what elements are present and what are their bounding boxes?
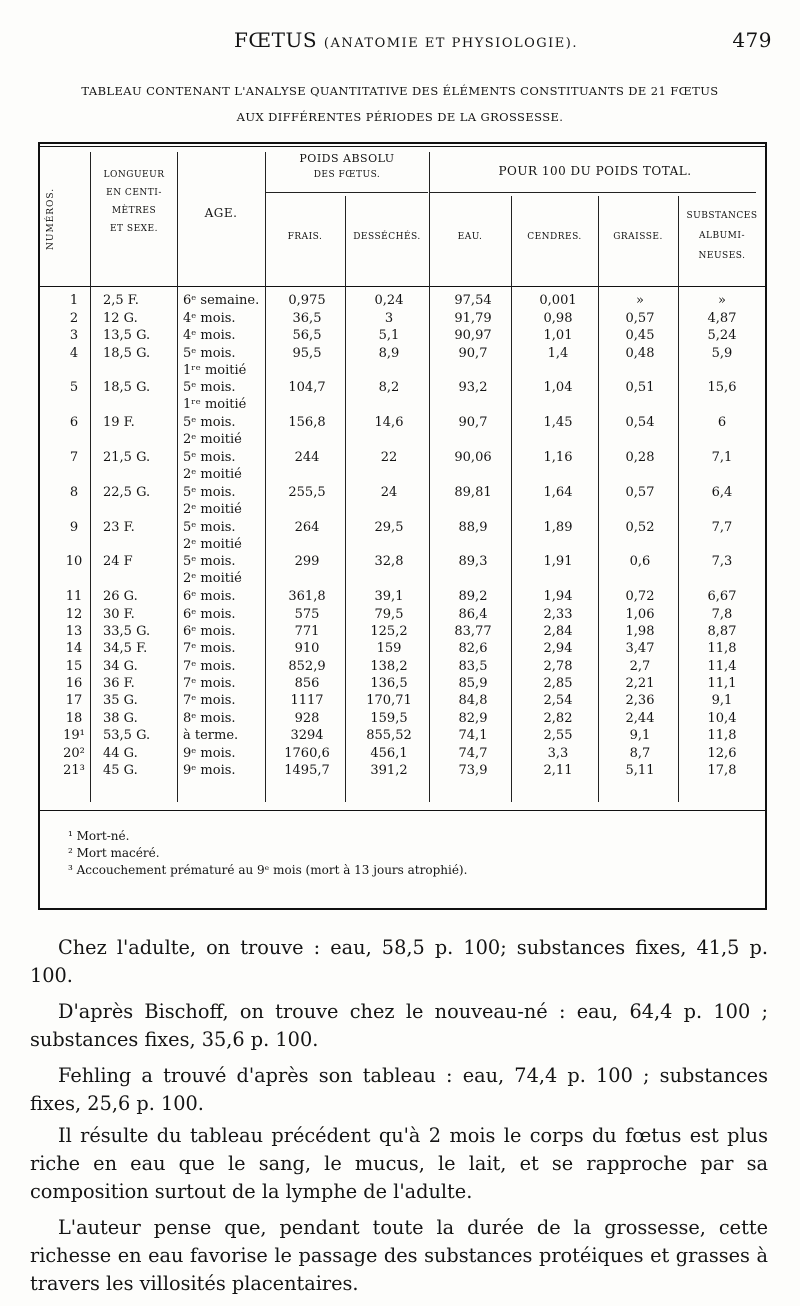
water-pct-cell: 73,9 <box>458 763 488 779</box>
fresh-weight-cell: 928 <box>294 710 320 726</box>
age-cell: à terme. <box>183 728 239 744</box>
table-body <box>40 292 765 779</box>
albumin-pct-cell: 7,7 <box>711 519 733 535</box>
table-row <box>40 570 765 605</box>
water-pct-cell: 89,2 <box>458 589 488 605</box>
row-number-cell: 8 <box>69 484 79 500</box>
table-caption <box>30 78 770 130</box>
water-pct-cell: 86,4 <box>458 606 488 622</box>
age-cell: 7ᵉ mois. <box>183 693 236 709</box>
header-numeros: NUMÉROS. <box>46 187 56 251</box>
albumin-pct-cell: 10,4 <box>707 710 737 726</box>
fat-pct-cell: » <box>636 293 644 309</box>
fresh-weight-cell: 1495,7 <box>284 763 330 779</box>
fat-pct-cell: 2,36 <box>625 693 655 709</box>
age-cell: 9ᵉ mois. <box>183 763 236 779</box>
age-cell: 9ᵉ mois. <box>183 745 236 761</box>
age-cell: 5ᵉ mois. <box>183 484 236 500</box>
pour100-underline <box>430 192 756 193</box>
paragraph: Fehling a trouvé d'après son tableau : eau, 74,4 p. 100 ; substances fixes, 25,6 p. 100. <box>30 1064 768 1115</box>
paragraph: L'auteur pense que, pendant toute la durée de la grossesse, cette richesse en eau favorise le passage des substances protéiques et grasses à travers les villosités placentaires. <box>30 1216 768 1295</box>
water-pct-cell: 74,1 <box>458 728 488 744</box>
dried-weight-cell: 170,71 <box>366 693 412 709</box>
header-bottom-rule <box>40 286 765 287</box>
age-cell: 4ᵉ mois. <box>183 310 236 326</box>
ash-pct-cell: 1,94 <box>543 589 573 605</box>
row-number-cell: 11 <box>65 589 83 605</box>
header-pour-100: POUR 100 DU POIDS TOTAL. <box>498 164 692 178</box>
fresh-weight-cell: 95,5 <box>292 345 322 361</box>
row-number-cell: 15 <box>65 658 83 674</box>
age-cell: 5ᵉ mois. <box>183 519 236 535</box>
ash-pct-cell: 2,33 <box>543 606 573 622</box>
albumin-pct-cell: 11,4 <box>707 658 737 674</box>
fat-pct-cell: 2,44 <box>625 710 655 726</box>
table-row <box>40 466 765 501</box>
fresh-weight-cell: 56,5 <box>292 328 322 344</box>
age-cell: 5ᵉ mois. <box>183 345 236 361</box>
fat-pct-cell: 0,45 <box>625 328 655 344</box>
age-note: 2ᵉ moitié <box>183 432 242 448</box>
dried-weight-cell: 39,1 <box>374 589 404 605</box>
water-pct-cell: 74,7 <box>458 745 488 761</box>
fresh-weight-cell: 1117 <box>290 693 324 709</box>
row-number-cell: 16 <box>65 676 83 692</box>
dried-weight-cell: 29,5 <box>374 519 404 535</box>
albumin-pct-cell: 5,24 <box>707 328 737 344</box>
row-number-cell: 1 <box>69 293 79 309</box>
length-sex-cell: 18,5 G. <box>103 380 151 396</box>
age-note: 2ᵉ moitié <box>183 501 242 517</box>
age-note: 1ʳᵉ moitié <box>183 397 247 413</box>
title: FŒTUS <box>234 28 318 52</box>
subtitle: (ANATOMIE ET PHYSIOLOGIE). <box>323 36 578 51</box>
data-table <box>38 142 767 910</box>
water-pct-cell: 83,5 <box>458 658 488 674</box>
row-number-cell: 9 <box>69 519 79 535</box>
water-pct-cell: 82,6 <box>458 641 488 657</box>
fat-pct-cell: 1,98 <box>625 623 655 639</box>
dried-weight-cell: 8,9 <box>378 345 400 361</box>
albumin-pct-cell: 12,6 <box>707 745 737 761</box>
row-number-cell: 17 <box>65 693 83 709</box>
header-desseches: DESSÉCHÉS. <box>353 232 421 242</box>
fat-pct-cell: 0,57 <box>625 310 655 326</box>
row-number-cell: 12 <box>65 606 83 622</box>
header-eau: EAU. <box>457 232 483 242</box>
table-row <box>40 431 765 466</box>
age-note: 2ᵉ moitié <box>183 571 242 587</box>
age-cell: 5ᵉ mois. <box>183 380 236 396</box>
water-pct-cell: 89,81 <box>454 484 492 500</box>
length-sex-cell: 19 F. <box>103 415 135 431</box>
header-poids-absolu: POIDS ABSOLU DES FŒTUS. <box>299 152 395 180</box>
ash-pct-cell: 0,98 <box>543 310 573 326</box>
row-number-cell: 19¹ <box>63 728 85 744</box>
row-number-cell: 7 <box>69 449 79 465</box>
dried-weight-cell: 855,52 <box>366 728 412 744</box>
dried-weight-cell: 22 <box>380 449 398 465</box>
ash-pct-cell: 2,94 <box>543 641 573 657</box>
table-row <box>40 623 765 640</box>
length-sex-cell: 18,5 G. <box>103 345 151 361</box>
albumin-pct-cell: 5,9 <box>711 345 733 361</box>
albumin-pct-cell: 9,1 <box>711 693 733 709</box>
water-pct-cell: 90,7 <box>458 345 488 361</box>
age-note: 2ᵉ moitié <box>183 536 242 552</box>
table-row <box>40 327 765 344</box>
dried-weight-cell: 138,2 <box>370 658 408 674</box>
header-age: AGE. <box>204 206 238 220</box>
length-sex-cell: 12 G. <box>103 310 138 326</box>
fat-pct-cell: 2,21 <box>625 676 655 692</box>
fat-pct-cell: 8,7 <box>629 745 651 761</box>
dried-weight-cell: 125,2 <box>370 623 408 639</box>
running-head-title <box>40 28 772 52</box>
length-sex-cell: 21,5 G. <box>103 449 151 465</box>
age-cell: 7ᵉ mois. <box>183 641 236 657</box>
age-cell: 7ᵉ mois. <box>183 658 236 674</box>
length-sex-cell: 30 F. <box>103 606 135 622</box>
table-row <box>40 640 765 657</box>
water-pct-cell: 90,06 <box>454 449 492 465</box>
dried-weight-cell: 8,2 <box>378 380 400 396</box>
table-row <box>40 657 765 674</box>
age-cell: 5ᵉ mois. <box>183 415 236 431</box>
header-frais: FRAIS. <box>287 232 323 242</box>
water-pct-cell: 90,97 <box>454 328 492 344</box>
albumin-pct-cell: 11,8 <box>707 728 737 744</box>
table-row <box>40 344 765 361</box>
fresh-weight-cell: 1760,6 <box>284 745 330 761</box>
footnote: ³ Accouchement prématuré au 9ᵉ mois (mort à 13 jours atrophié). <box>68 863 468 877</box>
fat-pct-cell: 0,48 <box>625 345 655 361</box>
length-sex-cell: 36 F. <box>103 676 135 692</box>
footnotes <box>68 828 467 879</box>
fresh-weight-cell: 575 <box>294 606 320 622</box>
albumin-pct-cell: 6 <box>717 415 727 431</box>
ash-pct-cell: 2,85 <box>543 676 573 692</box>
ash-pct-cell: 1,64 <box>543 484 573 500</box>
dried-weight-cell: 79,5 <box>374 606 404 622</box>
water-pct-cell: 91,79 <box>454 310 492 326</box>
fresh-weight-cell: 299 <box>294 554 320 570</box>
ash-pct-cell: 1,16 <box>543 449 573 465</box>
fresh-weight-cell: 856 <box>294 676 320 692</box>
length-sex-cell: 23 F. <box>103 519 135 535</box>
dried-weight-cell: 136,5 <box>370 676 408 692</box>
row-number-cell: 21³ <box>63 763 85 779</box>
length-sex-cell: 2,5 F. <box>103 293 139 309</box>
dried-weight-cell: 5,1 <box>378 328 400 344</box>
table-row <box>40 396 765 431</box>
water-pct-cell: 97,54 <box>454 293 492 309</box>
dried-weight-cell: 456,1 <box>370 745 408 761</box>
table-row <box>40 501 765 536</box>
albumin-pct-cell: 6,67 <box>707 589 737 605</box>
table-row <box>40 362 765 397</box>
fresh-weight-cell: 3294 <box>290 728 324 744</box>
dried-weight-cell: 3 <box>384 310 394 326</box>
fresh-weight-cell: 156,8 <box>288 415 326 431</box>
table-row <box>40 605 765 622</box>
water-pct-cell: 84,8 <box>458 693 488 709</box>
page-number: 479 <box>732 28 772 52</box>
age-cell: 6ᵉ mois. <box>183 623 236 639</box>
caption-line-2: AUX DIFFÉRENTES PÉRIODES DE LA GROSSESSE. <box>236 110 564 124</box>
fat-pct-cell: 0,52 <box>625 519 655 535</box>
ash-pct-cell: 2,54 <box>543 693 573 709</box>
fat-pct-cell: 5,11 <box>625 763 655 779</box>
age-cell: 6ᵉ mois. <box>183 606 236 622</box>
water-pct-cell: 93,2 <box>458 380 488 396</box>
ash-pct-cell: 1,01 <box>543 328 573 344</box>
ash-pct-cell: 0,001 <box>539 293 577 309</box>
ash-pct-cell: 1,91 <box>543 554 573 570</box>
length-sex-cell: 13,5 G. <box>103 328 151 344</box>
poids-underline <box>266 192 428 193</box>
length-sex-cell: 44 G. <box>103 745 138 761</box>
row-number-cell: 2 <box>69 310 79 326</box>
age-cell: 4ᵉ mois. <box>183 328 236 344</box>
paragraph: Il résulte du tableau précédent qu'à 2 mois le corps du fœtus est plus riche en eau que le sang, le mucus, le lait, et se rapproche par sa composition surtout de la lymphe de l'adulte. <box>30 1124 768 1203</box>
row-number-cell: 6 <box>69 415 79 431</box>
age-cell: 6ᵉ mois. <box>183 589 236 605</box>
albumin-pct-cell: 8,87 <box>707 623 737 639</box>
albumin-pct-cell: 4,87 <box>707 310 737 326</box>
header-longueur: LONGUEUR EN CENTI- MÈTRES ET SEXE. <box>103 170 165 234</box>
paragraph: Chez l'adulte, on trouve : eau, 58,5 p. 100; substances fixes, 41,5 p. 100. <box>30 936 768 987</box>
ash-pct-cell: 2,55 <box>543 728 573 744</box>
dried-weight-cell: 32,8 <box>374 554 404 570</box>
fat-pct-cell: 0,6 <box>629 554 651 570</box>
fresh-weight-cell: 264 <box>294 519 320 535</box>
water-pct-cell: 85,9 <box>458 676 488 692</box>
length-sex-cell: 34,5 F. <box>103 641 148 657</box>
ash-pct-cell: 1,45 <box>543 415 573 431</box>
table-row <box>40 727 765 744</box>
fresh-weight-cell: 910 <box>294 641 320 657</box>
albumin-pct-cell: 11,8 <box>707 641 737 657</box>
length-sex-cell: 26 G. <box>103 589 138 605</box>
fresh-weight-cell: 104,7 <box>288 380 326 396</box>
row-number-cell: 18 <box>65 710 83 726</box>
length-sex-cell: 24 F <box>103 554 133 570</box>
fat-pct-cell: 0,57 <box>625 484 655 500</box>
ash-pct-cell: 1,04 <box>543 380 573 396</box>
albumin-pct-cell: 15,6 <box>707 380 737 396</box>
body-bottom-rule <box>40 810 765 811</box>
albumin-pct-cell: 7,3 <box>711 554 733 570</box>
water-pct-cell: 88,9 <box>458 519 488 535</box>
age-cell: 8ᵉ mois. <box>183 710 236 726</box>
albumin-pct-cell: 6,4 <box>711 484 733 500</box>
top-inner-rule <box>40 146 765 147</box>
row-number-cell: 3 <box>69 328 79 344</box>
length-sex-cell: 22,5 G. <box>103 484 151 500</box>
fresh-weight-cell: 244 <box>294 449 320 465</box>
length-sex-cell: 34 G. <box>103 658 138 674</box>
table-row <box>40 692 765 709</box>
fat-pct-cell: 0,51 <box>625 380 655 396</box>
row-number-cell: 13 <box>65 623 83 639</box>
length-sex-cell: 38 G. <box>103 710 138 726</box>
albumin-pct-cell: 7,8 <box>711 606 733 622</box>
albumin-pct-cell: 7,1 <box>711 449 733 465</box>
caption-line-1: TABLEAU CONTENANT L'ANALYSE QUANTITATIVE DES ÉLÉMENTS CONSTITUANTS DE 21 FŒTUS <box>81 84 719 98</box>
water-pct-cell: 89,3 <box>458 554 488 570</box>
water-pct-cell: 82,9 <box>458 710 488 726</box>
ash-pct-cell: 3,3 <box>547 745 569 761</box>
fat-pct-cell: 9,1 <box>629 728 651 744</box>
fat-pct-cell: 1,06 <box>625 606 655 622</box>
dried-weight-cell: 159,5 <box>370 710 408 726</box>
albumin-pct-cell: 11,1 <box>707 676 737 692</box>
row-number-cell: 10 <box>65 554 83 570</box>
row-number-cell: 4 <box>69 345 79 361</box>
fresh-weight-cell: 0,975 <box>288 293 326 309</box>
fat-pct-cell: 2,7 <box>629 658 651 674</box>
row-number-cell: 14 <box>65 641 83 657</box>
fat-pct-cell: 0,28 <box>625 449 655 465</box>
dried-weight-cell: 159 <box>376 641 402 657</box>
dried-weight-cell: 391,2 <box>370 763 408 779</box>
age-note: 2ᵉ moitié <box>183 466 242 482</box>
fresh-weight-cell: 361,8 <box>288 589 326 605</box>
water-pct-cell: 90,7 <box>458 415 488 431</box>
header-substances: SUBSTANCES ALBUMI- NEUSES. <box>686 211 758 261</box>
table-row <box>40 675 765 692</box>
fat-pct-cell: 0,72 <box>625 589 655 605</box>
paragraph: D'après Bischoff, on trouve chez le nouveau-né : eau, 64,4 p. 100 ; substances fixes, 35,6 p. 100. <box>30 1000 768 1051</box>
age-cell: 5ᵉ mois. <box>183 449 236 465</box>
ash-pct-cell: 2,11 <box>543 763 573 779</box>
fat-pct-cell: 0,54 <box>625 415 655 431</box>
length-sex-cell: 35 G. <box>103 693 138 709</box>
ash-pct-cell: 2,84 <box>543 623 573 639</box>
table-row <box>40 536 765 571</box>
fresh-weight-cell: 36,5 <box>292 310 322 326</box>
water-pct-cell: 83,77 <box>454 623 492 639</box>
table-row <box>40 292 765 309</box>
dried-weight-cell: 0,24 <box>374 293 404 309</box>
length-sex-cell: 33,5 G. <box>103 623 151 639</box>
ash-pct-cell: 1,4 <box>547 345 569 361</box>
table-row <box>40 309 765 326</box>
length-sex-cell: 45 G. <box>103 763 138 779</box>
albumin-pct-cell: » <box>718 293 726 309</box>
ash-pct-cell: 2,82 <box>543 710 573 726</box>
table-row <box>40 709 765 726</box>
table-row <box>40 744 765 761</box>
fresh-weight-cell: 771 <box>294 623 320 639</box>
age-cell: 6ᵉ semaine. <box>183 293 260 309</box>
footnote: ¹ Mort-né. <box>68 829 130 843</box>
row-number-cell: 5 <box>69 380 79 396</box>
fresh-weight-cell: 255,5 <box>288 484 326 500</box>
running-head <box>40 28 772 54</box>
age-note: 1ʳᵉ moitié <box>183 362 247 378</box>
footnote: ² Mort macéré. <box>68 846 160 860</box>
row-number-cell: 20² <box>63 745 85 761</box>
header-graisse: GRAISSE. <box>613 232 663 242</box>
dried-weight-cell: 24 <box>380 484 398 500</box>
age-cell: 5ᵉ mois. <box>183 554 236 570</box>
dried-weight-cell: 14,6 <box>374 415 404 431</box>
body-text <box>30 934 768 1306</box>
table-row <box>40 762 765 779</box>
length-sex-cell: 53,5 G. <box>103 728 151 744</box>
header-cendres: CENDRES. <box>527 232 582 242</box>
albumin-pct-cell: 17,8 <box>707 763 737 779</box>
age-cell: 7ᵉ mois. <box>183 676 236 692</box>
ash-pct-cell: 1,89 <box>543 519 573 535</box>
ash-pct-cell: 2,78 <box>543 658 573 674</box>
fresh-weight-cell: 852,9 <box>288 658 326 674</box>
fat-pct-cell: 3,47 <box>625 641 655 657</box>
